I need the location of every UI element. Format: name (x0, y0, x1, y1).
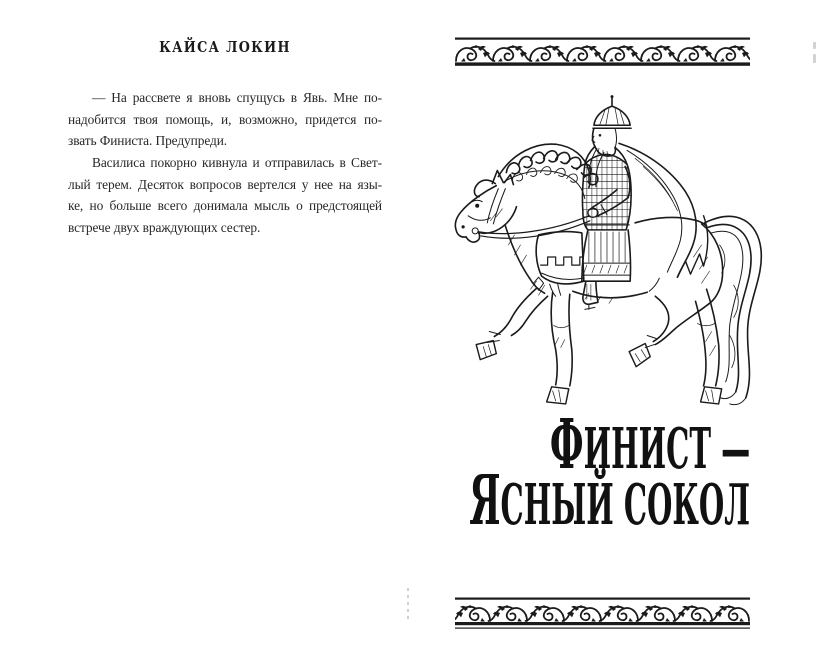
body-text-block (68, 87, 382, 239)
text-line: Василиса покорно кивнула и отправилась в Свет- (92, 155, 382, 171)
rider-chainmail-torso (581, 146, 633, 231)
gutter-artifact (407, 588, 409, 620)
horse-legs (476, 288, 721, 404)
text-line: — На рассвете я вновь спущусь в Явь. Мне по- (92, 90, 382, 105)
page-edge-artifact (813, 54, 816, 63)
text-line: звать Финиста. Предупреди. (68, 133, 228, 149)
reins (479, 216, 590, 238)
text-line: надобится твоя помощь, и, возможно, придется по- (68, 111, 382, 127)
ornament-border-top (455, 37, 750, 67)
page-edge-artifact (813, 42, 816, 49)
rider-cloak (589, 143, 708, 277)
text-line: ке, но больше всего донимала мысль о предстоящей (68, 198, 382, 214)
bridle (468, 189, 505, 234)
rider (479, 95, 708, 309)
title-line-2: ЯСНЫЙ СОКОЛ (469, 461, 750, 541)
saddle-blanket (534, 232, 584, 297)
rider-skirt (582, 230, 631, 281)
author-header: КАЙСА ЛОКИН (159, 39, 291, 56)
rider-helmet (593, 95, 631, 128)
horseman-illustration (448, 84, 770, 418)
title-line-1: ФИНИСТ — (549, 405, 750, 485)
text-line: лый терем. Десяток вопросов вертелся у нее на язы- (68, 176, 382, 192)
text-line: встрече двух враждующих сестер. (68, 220, 261, 236)
ornament-border-bottom (455, 597, 750, 630)
